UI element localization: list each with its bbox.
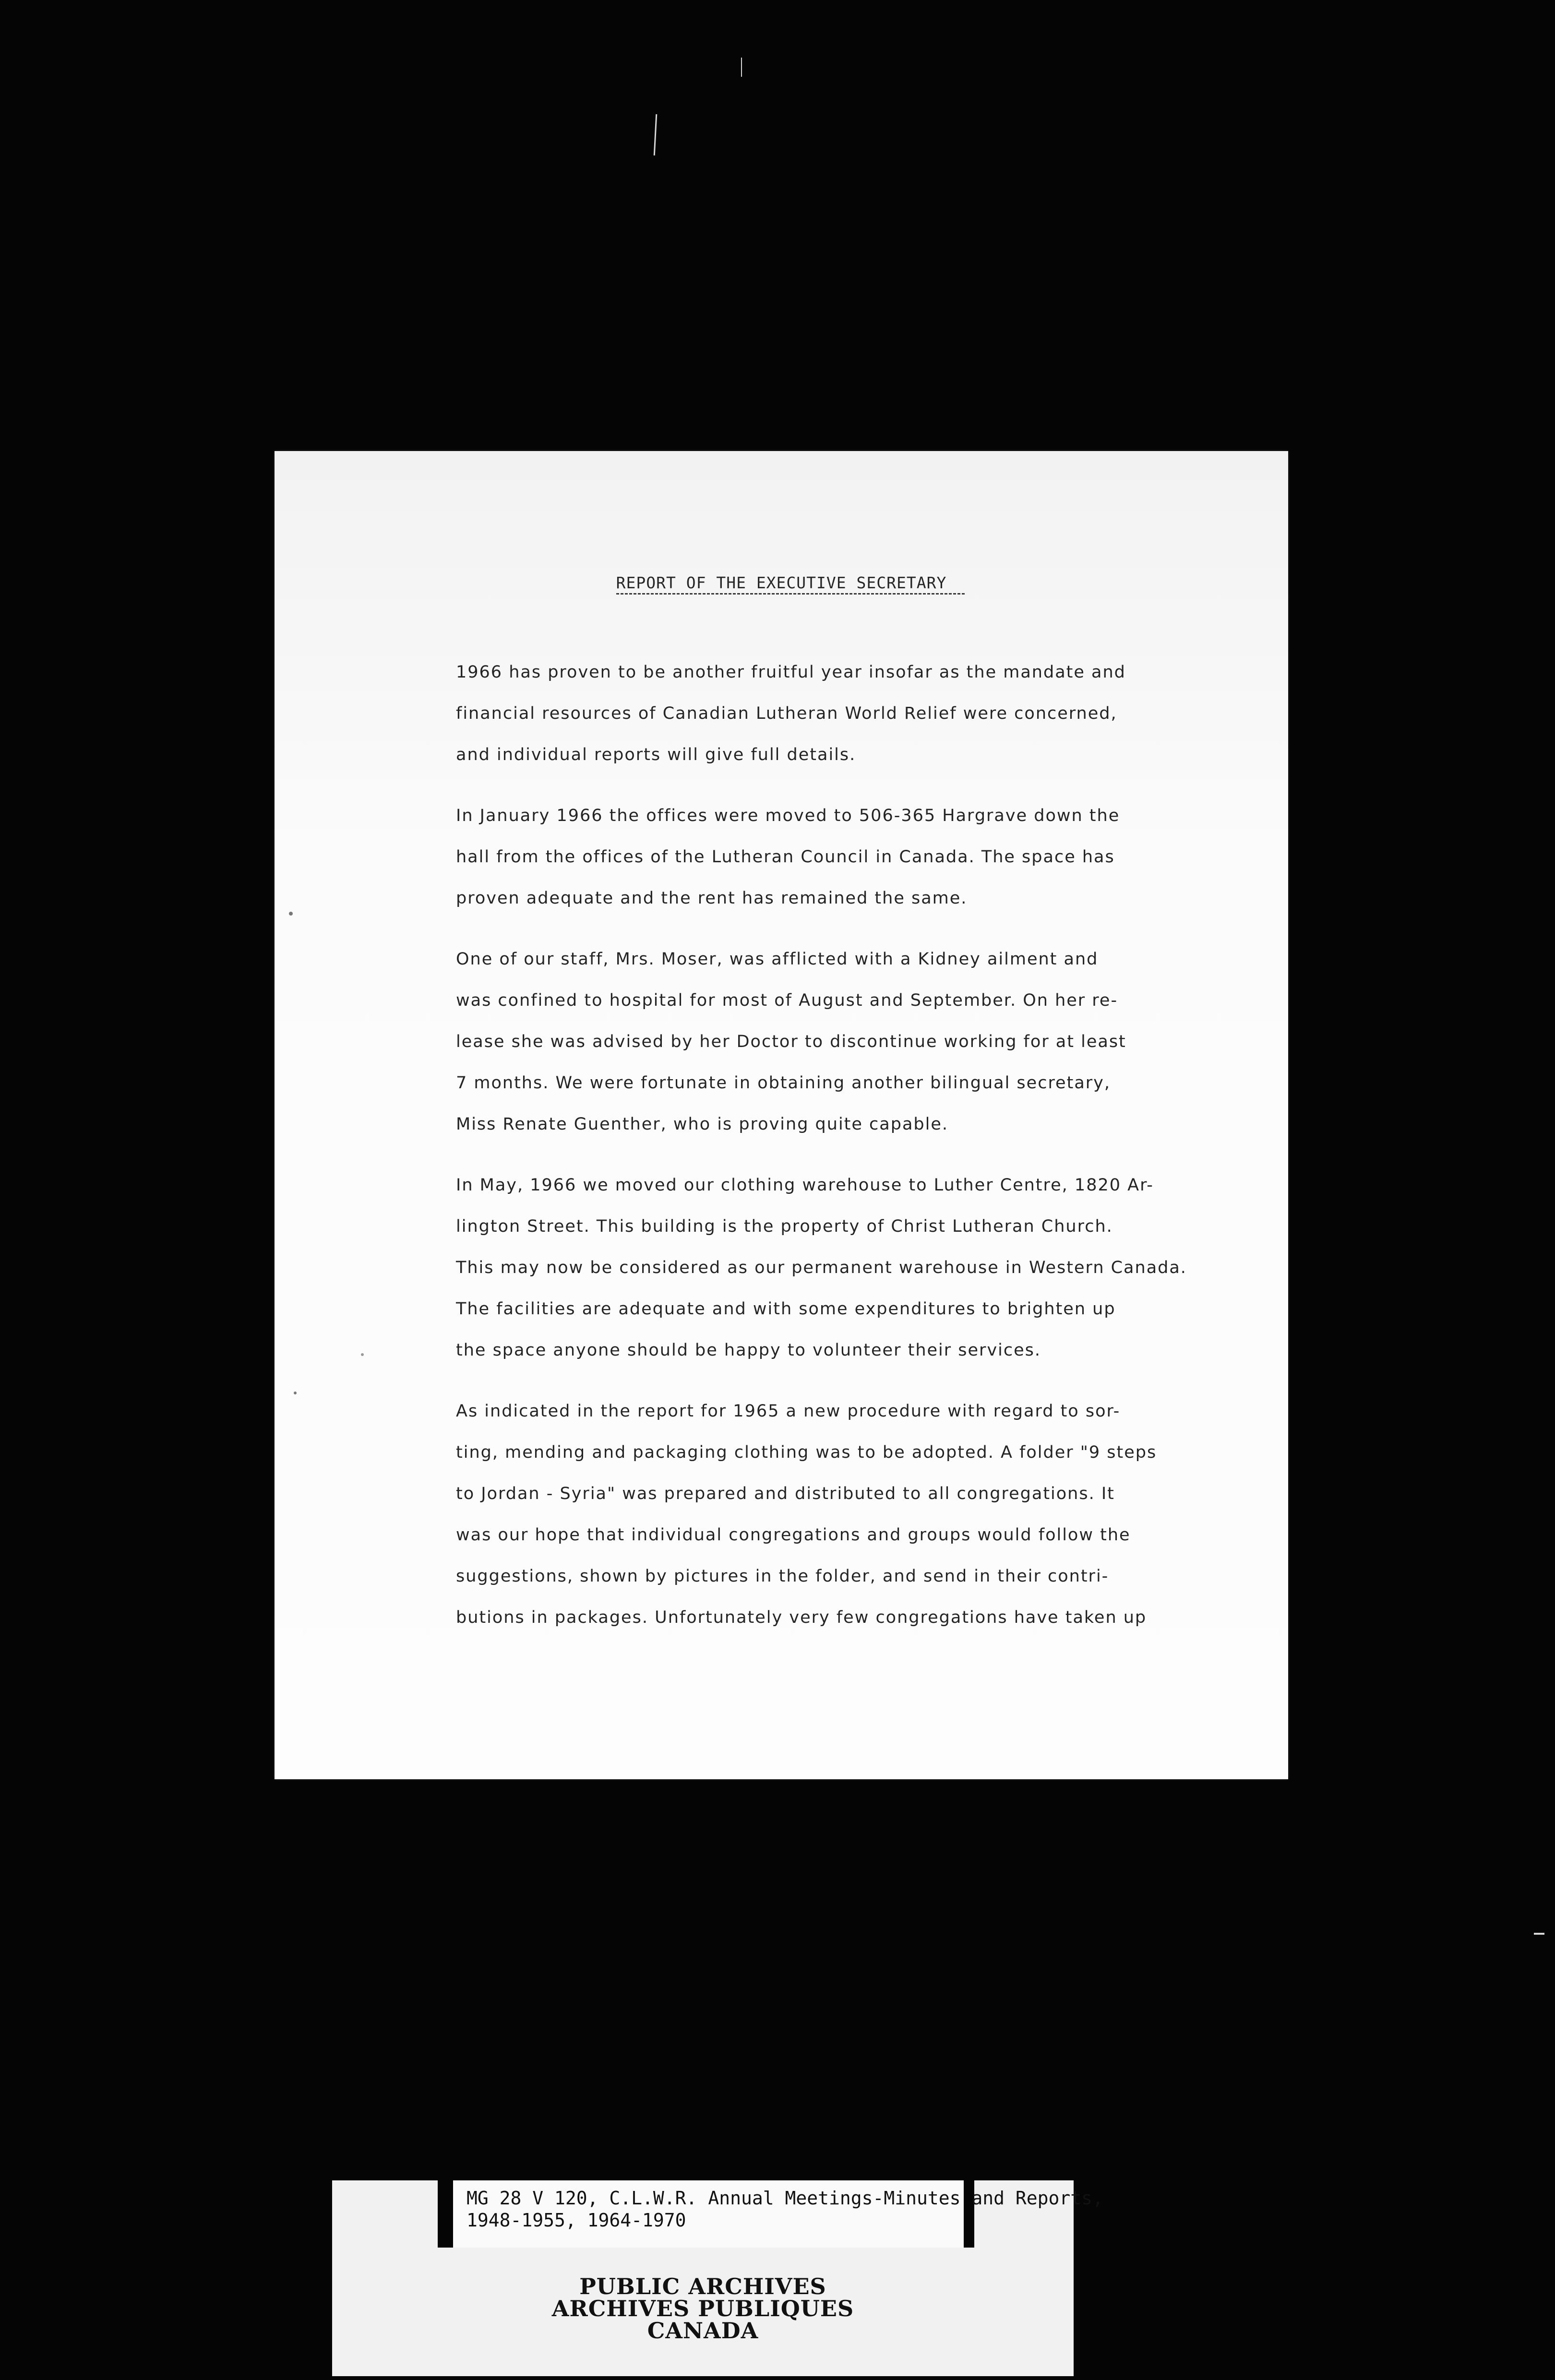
title-underline <box>616 593 965 595</box>
text-line: One of our staff, Mrs. Moser, was afflicted with a Kidney ailment and <box>456 950 1099 969</box>
document-page <box>275 451 1288 1779</box>
film-scratch <box>654 114 657 155</box>
text-line: butions in packages. Unfortunately very few congregations have taken up <box>456 1608 1147 1627</box>
text-line: 7 months. We were fortunate in obtaining another bilingual secretary, <box>456 1073 1111 1093</box>
report-title: REPORT OF THE EXECUTIVE SECRETARY <box>616 573 947 592</box>
text-line: lington Street. This building is the property of Christ Lutheran Church. <box>456 1217 1113 1236</box>
text-line: proven adequate and the rent has remained the same. <box>456 889 968 908</box>
text-line: was confined to hospital for most of August and September. On her re- <box>456 991 1118 1010</box>
archives-stamp <box>332 2275 1074 2342</box>
stamp-line: CANADA <box>647 2318 759 2344</box>
paragraph-2 <box>456 795 1224 919</box>
text-line: This may now be considered as our permanent warehouse in Western Canada. <box>456 1258 1187 1277</box>
text-line: In January 1966 the offices were moved to 506-365 Hargrave down the <box>456 806 1120 825</box>
text-line: 1966 has proven to be another fruitful year insofar as the mandate and <box>456 663 1126 682</box>
text-line: As indicated in the report for 1965 a new procedure with regard to sor- <box>456 1402 1121 1421</box>
text-line: was our hope that individual congregations and groups would follow the <box>456 1525 1131 1545</box>
page-speck <box>361 1353 364 1356</box>
text-line: and individual reports will give full details. <box>456 745 856 764</box>
caption-line: MG 28 V 120, C.L.W.R. Annual Meetings-Minutes and Reports, <box>466 2188 1103 2209</box>
reference-caption <box>438 2180 1103 2248</box>
text-line: hall from the offices of the Lutheran Council in Canada. The space has <box>456 847 1115 867</box>
text-line: Miss Renate Guenther, who is proving quite capable. <box>456 1115 949 1134</box>
paragraph-5 <box>456 1391 1224 1638</box>
text-line: ting, mending and packaging clothing was to be adopted. A folder "9 steps <box>456 1443 1157 1462</box>
page-speck <box>294 1392 297 1394</box>
text-line: lease she was advised by her Doctor to discontinue working for at least <box>456 1032 1126 1051</box>
text-line: financial resources of Canadian Lutheran World Relief were concerned, <box>456 704 1117 723</box>
paragraph-3 <box>456 939 1224 1145</box>
text-line: to Jordan - Syria" was prepared and distributed to all congregations. It <box>456 1484 1115 1503</box>
text-line: suggestions, shown by pictures in the folder, and send in their contri- <box>456 1567 1109 1586</box>
stamp-line: ARCHIVES PUBLIQUES <box>551 2296 854 2321</box>
film-scratch <box>741 58 742 77</box>
text-line: In May, 1966 we moved our clothing warehouse to Luther Centre, 1820 Ar- <box>456 1176 1154 1195</box>
archive-label <box>332 2180 1103 2376</box>
report-body <box>456 652 1224 1658</box>
page-speck <box>289 912 293 916</box>
paragraph-4 <box>456 1165 1224 1371</box>
stamp-line: PUBLIC ARCHIVES <box>579 2273 826 2299</box>
text-line: The facilities are adequate and with some expenditures to brighten up <box>456 1299 1116 1319</box>
film-scratch <box>1534 1933 1544 1935</box>
text-line: the space anyone should be happy to volunteer their services. <box>456 1341 1041 1360</box>
paragraph-1 <box>456 652 1224 775</box>
caption-line: 1948-1955, 1964-1970 <box>466 2210 686 2231</box>
